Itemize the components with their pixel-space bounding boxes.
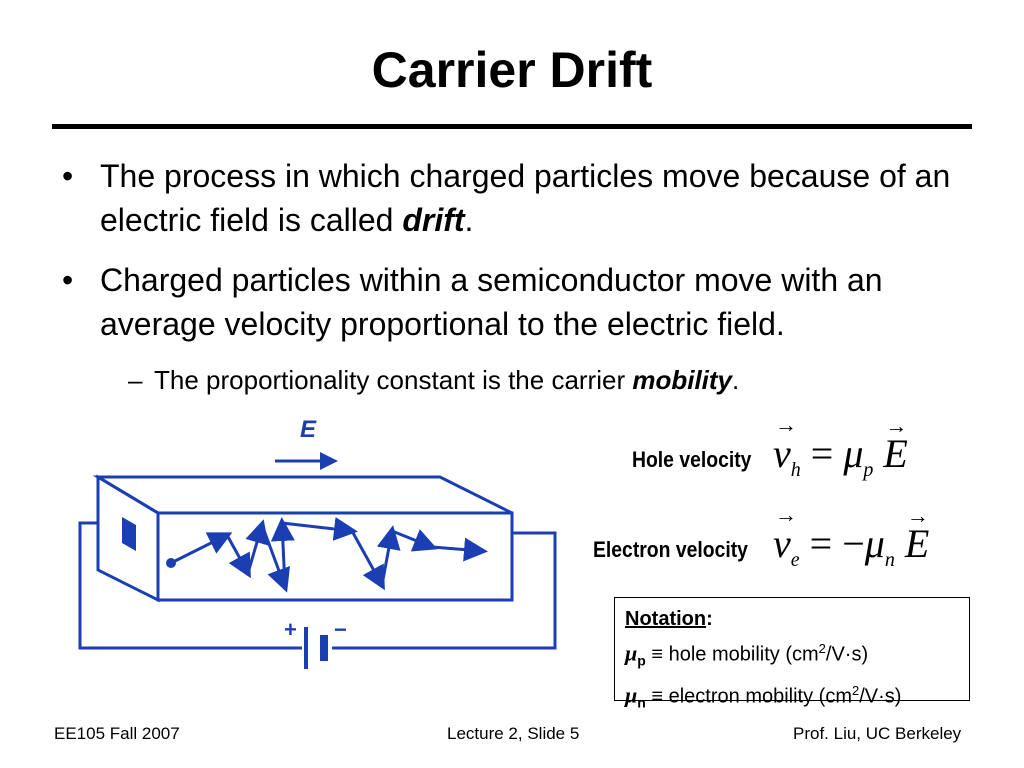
- emphasis-mobility: mobility: [632, 365, 733, 395]
- bullet-text: The process in which charged particles move because of an electric field is called drift.: [100, 158, 951, 238]
- vector-arrow: →: [775, 412, 797, 437]
- contact-pad: [122, 517, 136, 551]
- vector-arrow: →: [885, 413, 908, 438]
- emphasis-drift: drift: [402, 202, 465, 238]
- drift-diagram: [70, 405, 570, 690]
- hole-velocity-equation: → $v_h = \mu_p$ → E: [773, 412, 908, 481]
- slide-title: Carrier Drift: [371, 42, 653, 98]
- battery: [306, 627, 324, 669]
- circuit-wire: [80, 523, 555, 648]
- footer-author: Prof. Liu, UC Berkeley: [793, 724, 962, 743]
- notation-hole-mobility: $\mu_p$ ≡ hole mobility $(cm^2/V\cdot s)$: [625, 640, 869, 669]
- minus-sign: −: [334, 617, 347, 642]
- field-label: E: [300, 416, 317, 443]
- notation-heading: Notation:: [625, 608, 713, 630]
- carrier-path: [171, 523, 482, 587]
- bullet-text: Charged particles within a semiconductor move with an average velocity proportional to the electric field.: [100, 262, 883, 342]
- title-divider: [52, 124, 972, 129]
- bullet-dot: •: [62, 158, 74, 194]
- vector-arrow: →: [906, 503, 929, 528]
- hole-velocity-label: Hole velocity: [632, 447, 752, 472]
- notation-electron-mobility: $\mu_n$ ≡ electron mobility $(cm^2/V\cdot s)$: [625, 682, 902, 711]
- electron-velocity-label: Electron velocity: [593, 537, 748, 562]
- bullet-dot: •: [62, 262, 74, 298]
- vector-arrow: →: [775, 502, 797, 527]
- footer-slide-number: Lecture 2, Slide 5: [447, 724, 580, 743]
- sub-bullet-dash: –: [128, 365, 143, 395]
- plus-sign: +: [284, 617, 297, 642]
- sub-bullet-mobility: – The proportionality constant is the carrier mobility.: [128, 362, 739, 398]
- notation-box: [614, 597, 970, 711]
- semiconductor-bar: [98, 477, 512, 600]
- electron-velocity-equation: → $v_e = -\mu_n$ → E: [773, 502, 930, 571]
- footer-course: EE105 Fall 2007: [54, 724, 180, 743]
